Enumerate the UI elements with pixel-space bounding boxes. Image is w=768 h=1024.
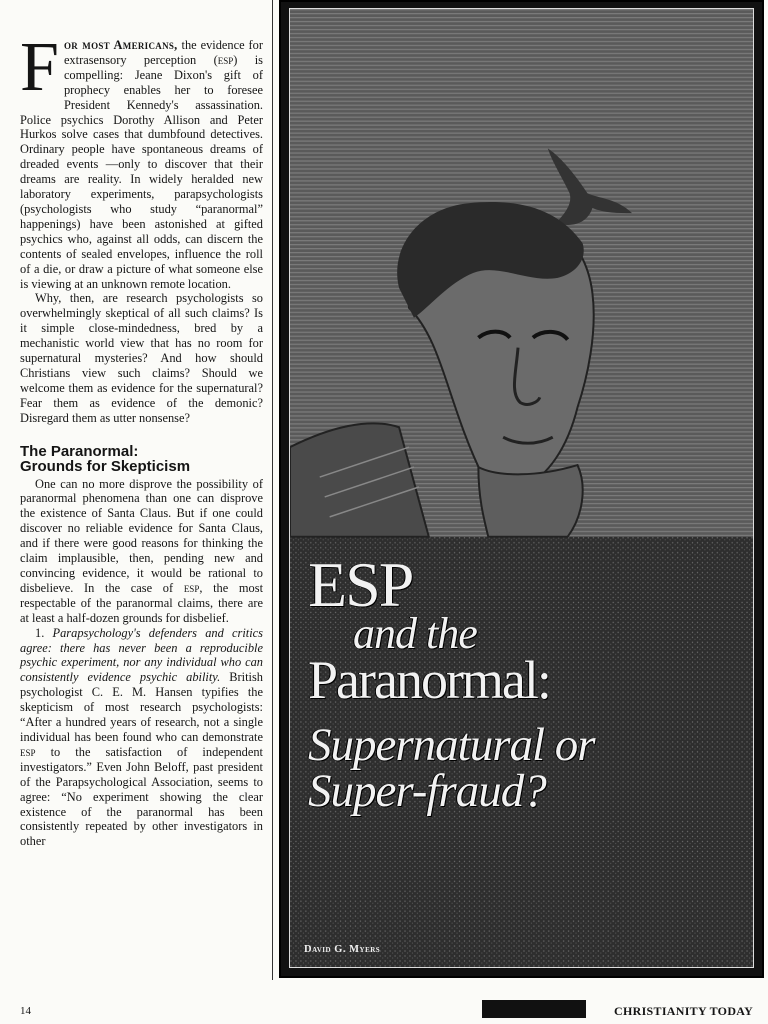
headline-and-the: and the	[353, 609, 477, 658]
esp-abbrev: esp	[20, 744, 36, 759]
column-rule	[272, 0, 273, 980]
subheadline-super-fraud: Super-fraud?	[308, 765, 546, 817]
point-italic: Parapsychology's defenders and critics agree: there has never been a reproducible psychic experiment, nor any individual who can consistently evidence psychic ability.	[20, 625, 264, 685]
headline	[308, 549, 595, 817]
section-heading-line2: Grounds for Skepticism	[20, 458, 191, 476]
paragraph-disprove	[20, 477, 263, 626]
intro-text-cont: ) is compelling: Jeane Dixon's gift of prophecy enables her to foresee President Kennedy's assassination. Police psychics Dorothy Allison and Peter Hurkos solve cases that dumbfound detectives. Ordinary people have spontaneous dreams of dreaded events —only to discover that their dreams are reality. In widely heralded new laboratory experiments, parapsychologists (psychologists who study “paranormal” happenings) have been astonished at gifted psychics who, against all odds, can discern the contents of sealed envelopes, influence the roll of a die, or draw a picture of what someone else is viewing at an unknown remote location.	[20, 52, 263, 291]
paragraph-why: Why, then, are research psychologists so overwhelmingly skeptical of all such claims? Is it simple close-mindedness, bred by a mechanistic world view that has no room for supernatural mysteries? And how should Christians view such claims? Should we welcome them as evidence for the supernatural? Fear them as evidence of the demonic? Disregard them as utter nonsense?	[20, 291, 263, 425]
author-byline: David G. Myers	[304, 944, 381, 955]
lead-in: or most Americans,	[63, 38, 178, 52]
footer-black-bar	[482, 1000, 586, 1018]
esp-abbrev: esp	[217, 52, 234, 67]
magazine-name: CHRISTIANITY TODAY	[614, 1004, 754, 1018]
title-art-panel	[279, 0, 764, 978]
section-heading	[20, 444, 263, 475]
paragraph-intro	[20, 29, 263, 291]
paragraph-point-1	[20, 626, 263, 850]
hand-shape	[478, 465, 582, 537]
page-number: 14	[20, 1005, 31, 1017]
subheadline-supernatural: Supernatural or	[308, 719, 595, 771]
headline-esp: ESP	[308, 549, 413, 620]
disprove-text-cont: , the most respectable of the paranormal claims, there are at least a half-dozen grounds for disbelief.	[20, 580, 264, 625]
intro-text: the evidence for extrasensory perception (	[63, 38, 263, 67]
drop-cap: F	[20, 29, 59, 106]
portrait-illustration	[290, 9, 753, 967]
section-heading-line1: The Paranormal:	[20, 442, 139, 460]
point-number: 1.	[35, 625, 53, 640]
disprove-text: One can no more disprove the possibility of paranormal phenomena than one can disprove the existence of Santa Claus. But if one could discover no reliable evidence for Santa Claus, and if there were good reasons for thinking the claim implausible, then, pending new and convincing evidence, it would be rational to disbelieve. In the case of	[20, 476, 263, 595]
point-text-cont: to the satisfaction of independent investigators.” Even John Beloff, past president of the Parapsychological Association, seems to agree: “No experiment showing the clear existence of the paranormal has been consistently repeated by other investigators in other	[20, 744, 263, 849]
headline-paranormal: Paranormal:	[308, 650, 550, 710]
esp-abbrev: esp	[183, 580, 200, 595]
article-column	[20, 29, 264, 849]
point-text: British psychologist C. E. M. Hansen typifies the skepticism of most research psychologists: “After a hundred years of research, not a single individual has been found who can demonstrate	[20, 670, 263, 744]
title-art-inner	[289, 8, 754, 968]
